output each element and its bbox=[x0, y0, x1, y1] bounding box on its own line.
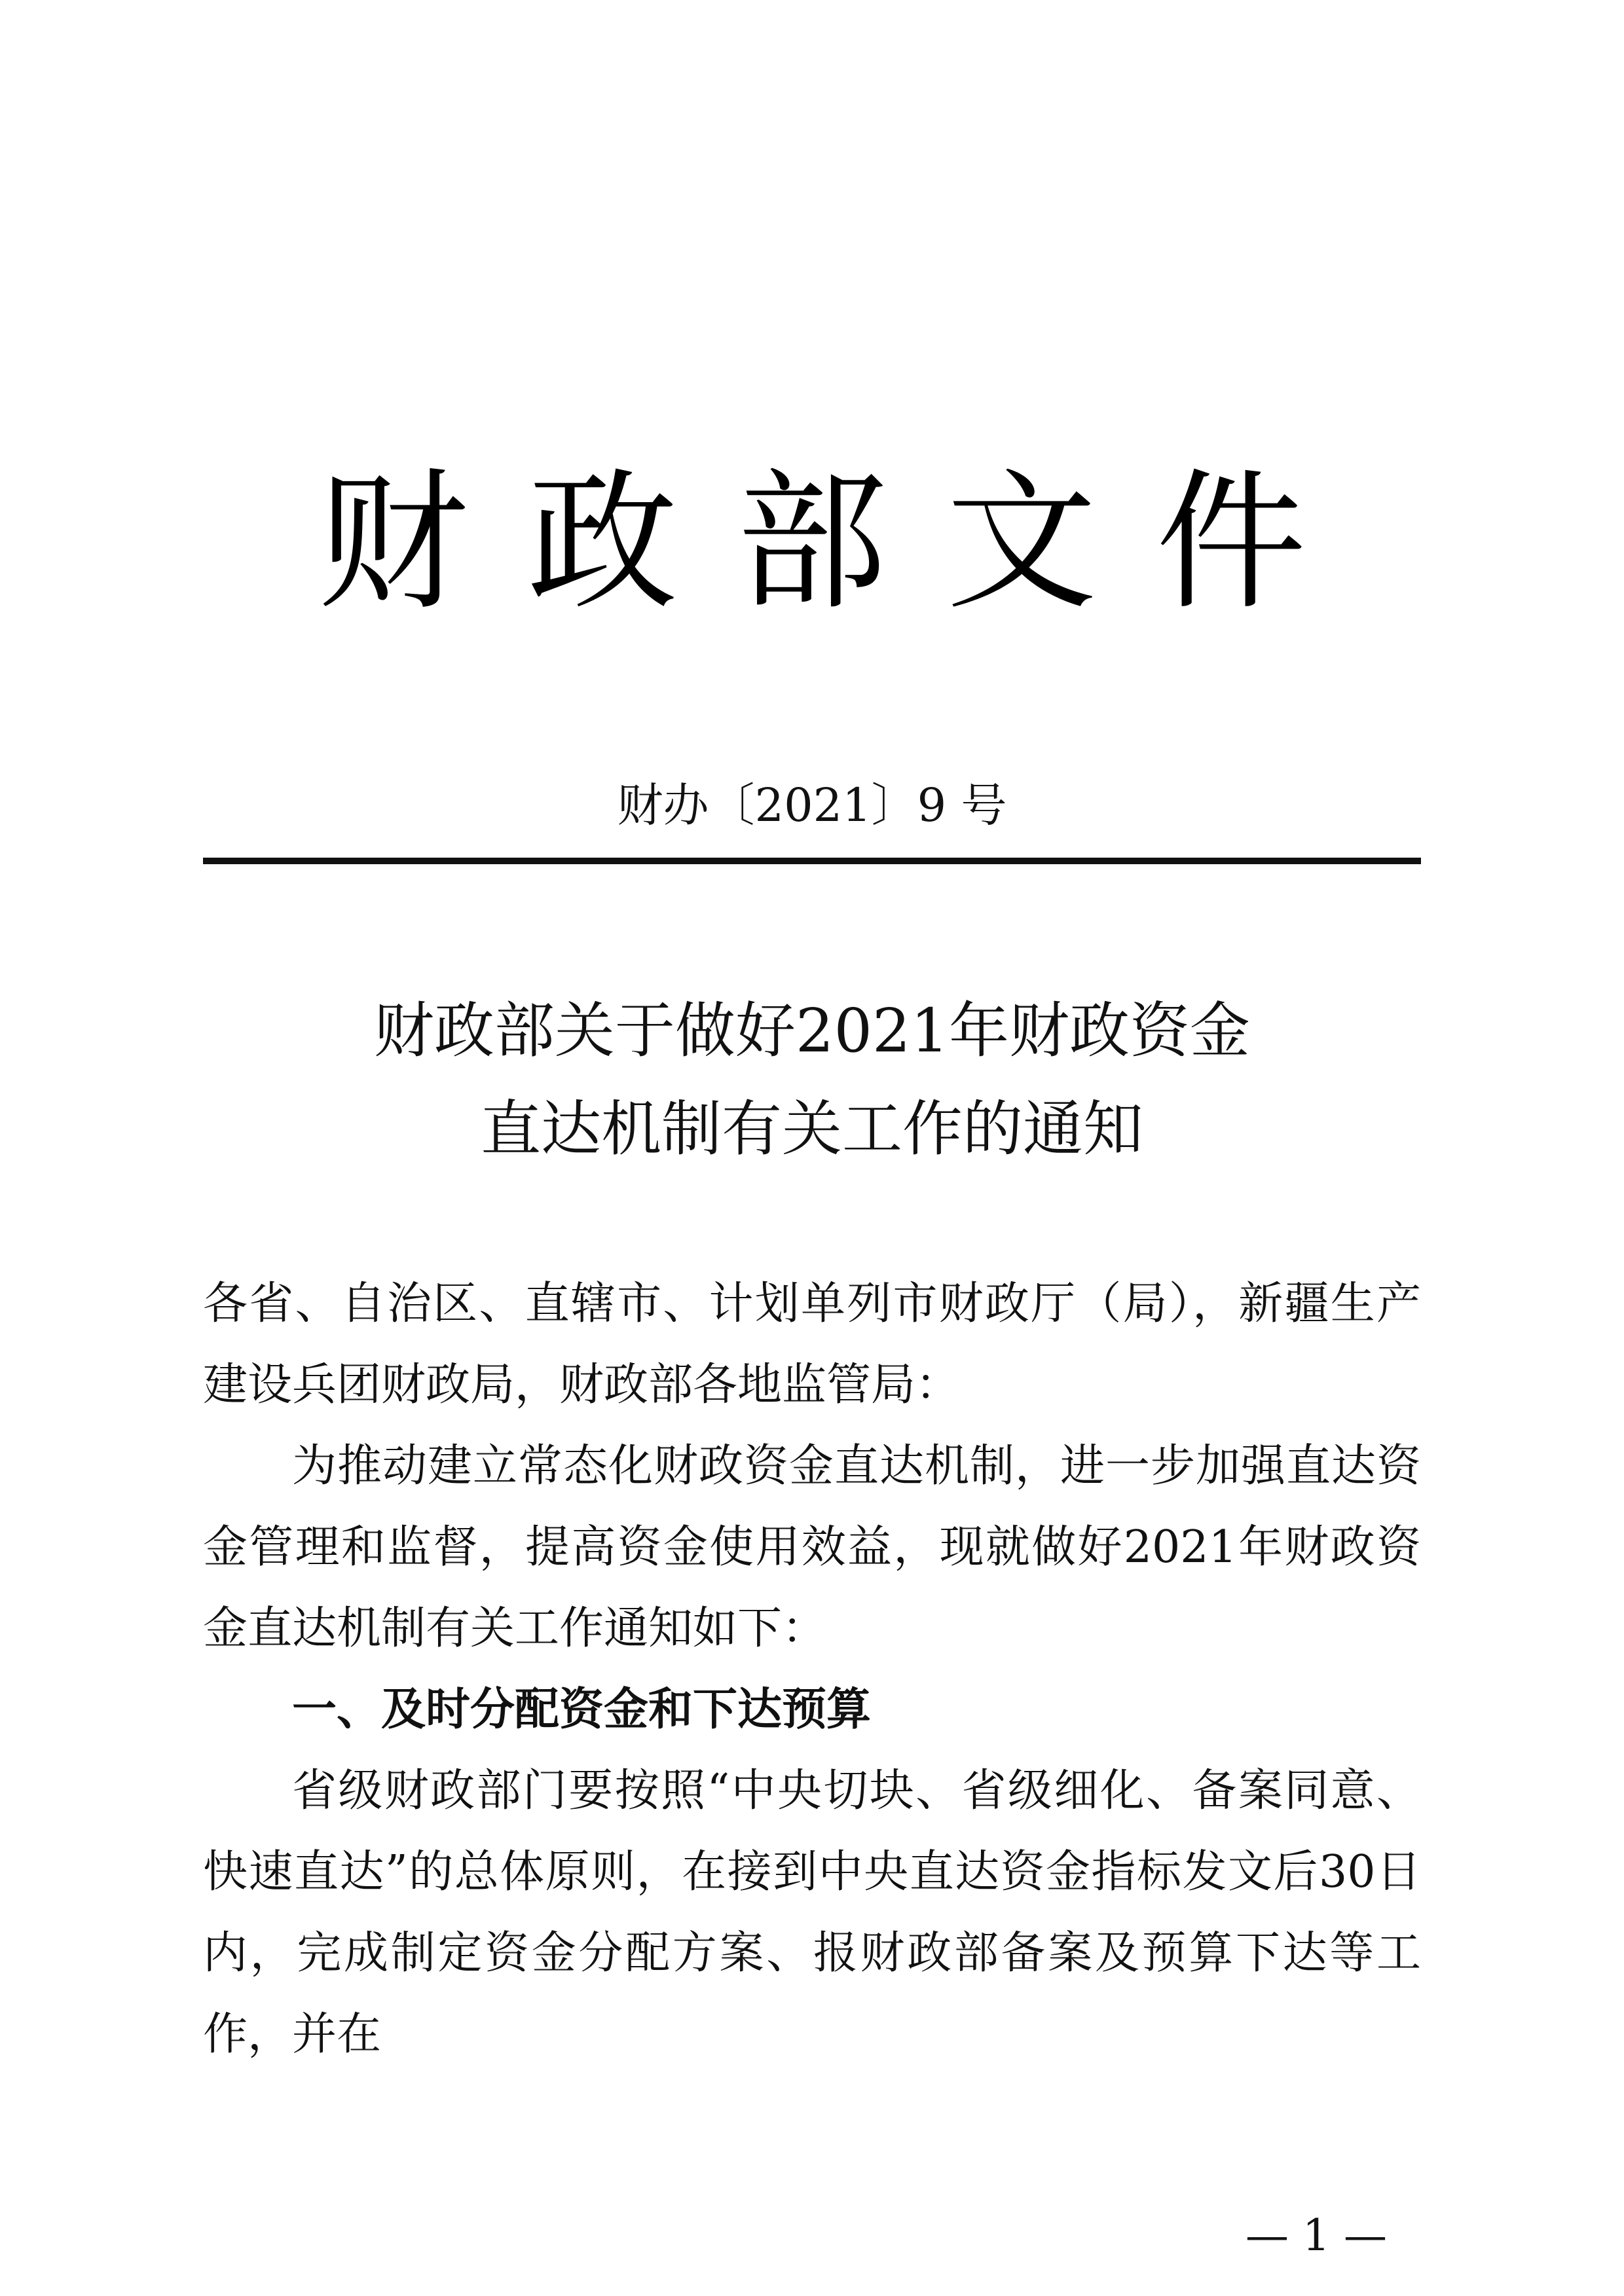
section-paragraph: 省级财政部门要按照“中央切块、省级细化、备案同意、快速直达”的总体原则，在接到中央直达资金指标发文后30日内，完成制定资金分配方案、报财政部备案及预算下达等工作，并在 bbox=[203, 1765, 1421, 2060]
section-heading: 一、及时分配资金和下达预算 bbox=[292, 1684, 872, 1736]
intro-paragraph: 为推动建立常态化财政资金直达机制，进一步加强直达资金管理和监督，提高资金使用效益，现就做好2021年财政资金直达机制有关工作通知如下： bbox=[203, 1440, 1421, 1654]
document-header: 财政部文件 bbox=[317, 456, 1365, 630]
addressee-paragraph: 各省、自治区、直辖市、计划单列市财政厅（局），新疆生产建设兵团财政局，财政部各地监管局： bbox=[203, 1278, 1421, 1411]
title-line-2: 直达机制有关工作的通知 bbox=[480, 1094, 1143, 1164]
title-line-1: 财政部关于做好2021年财政资金 bbox=[373, 996, 1251, 1066]
header-divider bbox=[203, 858, 1421, 864]
document-title bbox=[0, 982, 1624, 1178]
document-body bbox=[203, 1264, 1421, 2075]
page-number: — 1 — bbox=[1246, 2210, 1387, 2261]
document-number: 财办〔2021〕9 号 bbox=[617, 778, 1007, 832]
